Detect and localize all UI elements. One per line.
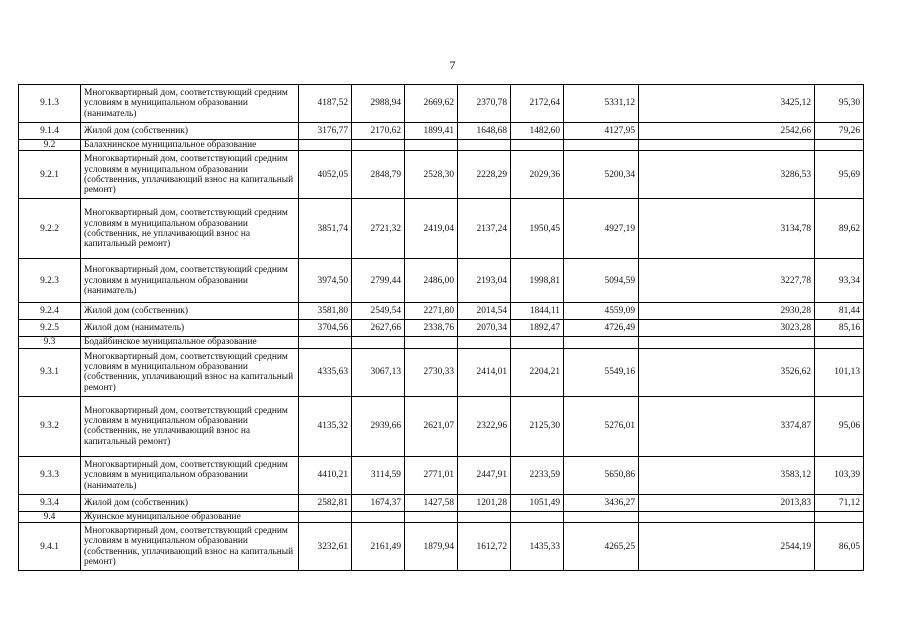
- value-cell: 2338,76: [405, 320, 458, 337]
- value-cell: 3374,87: [639, 396, 815, 456]
- value-cell: 4927,19: [564, 199, 639, 259]
- value-cell: 1482,60: [511, 123, 564, 140]
- table-row: [19, 151, 864, 199]
- value-cell: 2204,21: [511, 348, 564, 396]
- value-cell: 89,62: [815, 199, 864, 259]
- row-index: 9.2.1: [19, 151, 81, 199]
- value-cell: 3974,50: [299, 259, 352, 303]
- row-index: 9.2.2: [19, 199, 81, 259]
- value-cell: 86,05: [815, 523, 864, 571]
- row-index: 9.3.4: [19, 494, 81, 511]
- value-cell: 2125,30: [511, 396, 564, 456]
- row-description: Многоквартирный дом, соответствующий средним условиям в муниципальном образовании (собственник, не уплачивающий взнос на капитальный ремонт): [81, 199, 299, 259]
- table-row: [19, 123, 864, 140]
- value-cell: 2582,81: [299, 494, 352, 511]
- empty-cell: [564, 140, 639, 151]
- value-cell: 1950,45: [511, 199, 564, 259]
- row-description: Многоквартирный дом, соответствующий средним условиям в муниципальном образовании (наниматель): [81, 259, 299, 303]
- section-title: Балахнинское муниципальное образование: [81, 140, 299, 151]
- value-cell: 4335,63: [299, 348, 352, 396]
- page-number: 7: [449, 58, 456, 72]
- value-cell: 5276,01: [564, 396, 639, 456]
- value-cell: 79,26: [815, 123, 864, 140]
- value-cell: 4135,32: [299, 396, 352, 456]
- empty-cell: [639, 140, 815, 151]
- row-index: 9.3.1: [19, 348, 81, 396]
- row-description: Жилой дом (собственник): [81, 303, 299, 320]
- value-cell: 3227,78: [639, 259, 815, 303]
- value-cell: 2799,44: [352, 259, 405, 303]
- value-cell: 2172,64: [511, 85, 564, 123]
- value-cell: 2370,78: [458, 85, 511, 123]
- value-cell: 5549,16: [564, 348, 639, 396]
- value-cell: 1899,41: [405, 123, 458, 140]
- value-cell: 3425,12: [639, 85, 815, 123]
- empty-cell: [564, 511, 639, 522]
- value-cell: 3176,77: [299, 123, 352, 140]
- empty-cell: [815, 140, 864, 151]
- empty-cell: [564, 337, 639, 348]
- value-cell: 4265,25: [564, 523, 639, 571]
- value-cell: 1844,11: [511, 303, 564, 320]
- empty-cell: [511, 140, 564, 151]
- value-cell: 95,69: [815, 151, 864, 199]
- row-description: Многоквартирный дом, соответствующий средним условиям в муниципальном образовании (собственник, уплачивающий взнос на капитальный ремонт): [81, 523, 299, 571]
- value-cell: 2939,66: [352, 396, 405, 456]
- value-cell: 4127,95: [564, 123, 639, 140]
- value-cell: 2137,24: [458, 199, 511, 259]
- empty-cell: [639, 337, 815, 348]
- empty-cell: [352, 511, 405, 522]
- value-cell: 2544,19: [639, 523, 815, 571]
- value-cell: 1612,72: [458, 523, 511, 571]
- row-index: 9.3: [19, 337, 81, 348]
- value-cell: 1648,68: [458, 123, 511, 140]
- table-row: [19, 456, 864, 494]
- value-cell: 1201,28: [458, 494, 511, 511]
- table-row: [19, 348, 864, 396]
- value-cell: 1051,49: [511, 494, 564, 511]
- value-cell: 2542,66: [639, 123, 815, 140]
- value-cell: 71,12: [815, 494, 864, 511]
- value-cell: 3114,59: [352, 456, 405, 494]
- table-row: [19, 259, 864, 303]
- row-index: 9.4: [19, 511, 81, 522]
- tariff-table: [18, 84, 864, 571]
- value-cell: 2013,83: [639, 494, 815, 511]
- section-title: Бодайбинское муниципальное образование: [81, 337, 299, 348]
- value-cell: 1998,81: [511, 259, 564, 303]
- value-cell: 2193,04: [458, 259, 511, 303]
- row-index: 9.2: [19, 140, 81, 151]
- value-cell: 5094,59: [564, 259, 639, 303]
- empty-cell: [511, 337, 564, 348]
- empty-cell: [352, 140, 405, 151]
- empty-cell: [458, 140, 511, 151]
- value-cell: 2549,54: [352, 303, 405, 320]
- value-cell: 3286,53: [639, 151, 815, 199]
- row-description: Многоквартирный дом, соответствующий средним условиям в муниципальном образовании (наниматель): [81, 85, 299, 123]
- value-cell: 3526,62: [639, 348, 815, 396]
- row-index: 9.4.1: [19, 523, 81, 571]
- value-cell: 4052,05: [299, 151, 352, 199]
- value-cell: 93,34: [815, 259, 864, 303]
- value-cell: 2161,49: [352, 523, 405, 571]
- value-cell: 3436,27: [564, 494, 639, 511]
- value-cell: 2528,30: [405, 151, 458, 199]
- empty-cell: [815, 511, 864, 522]
- table-row: [19, 494, 864, 511]
- row-description: Многоквартирный дом, соответствующий средним условиям в муниципальном образовании (собственник, уплачивающий взнос на капитальный ремонт): [81, 151, 299, 199]
- section-row: [19, 337, 864, 348]
- value-cell: 95,06: [815, 396, 864, 456]
- empty-cell: [299, 511, 352, 522]
- value-cell: 4559,09: [564, 303, 639, 320]
- value-cell: 2988,94: [352, 85, 405, 123]
- empty-cell: [352, 337, 405, 348]
- empty-cell: [458, 337, 511, 348]
- row-description: Жилой дом (наниматель): [81, 320, 299, 337]
- value-cell: 1879,94: [405, 523, 458, 571]
- value-cell: 85,16: [815, 320, 864, 337]
- value-cell: 1427,58: [405, 494, 458, 511]
- section-row: [19, 511, 864, 522]
- value-cell: 5200,34: [564, 151, 639, 199]
- value-cell: 101,13: [815, 348, 864, 396]
- row-index: 9.2.4: [19, 303, 81, 320]
- value-cell: 5331,12: [564, 85, 639, 123]
- section-row: [19, 140, 864, 151]
- table-row: [19, 199, 864, 259]
- value-cell: 4187,52: [299, 85, 352, 123]
- row-description: Многоквартирный дом, соответствующий средним условиям в муниципальном образовании (собственник, не уплачивающий взнос на капитальный ремонт): [81, 396, 299, 456]
- row-description: Жилой дом (собственник): [81, 123, 299, 140]
- row-description: Жилой дом (собственник): [81, 494, 299, 511]
- value-cell: 2721,32: [352, 199, 405, 259]
- value-cell: 2271,80: [405, 303, 458, 320]
- empty-cell: [405, 337, 458, 348]
- table-row: [19, 303, 864, 320]
- value-cell: 2070,34: [458, 320, 511, 337]
- value-cell: 3067,13: [352, 348, 405, 396]
- value-cell: 5650,86: [564, 456, 639, 494]
- table-row: [19, 320, 864, 337]
- value-cell: 3583,12: [639, 456, 815, 494]
- value-cell: 2627,66: [352, 320, 405, 337]
- value-cell: 2233,59: [511, 456, 564, 494]
- value-cell: 103,39: [815, 456, 864, 494]
- value-cell: 2447,91: [458, 456, 511, 494]
- value-cell: 2419,04: [405, 199, 458, 259]
- value-cell: 2621,07: [405, 396, 458, 456]
- value-cell: 3851,74: [299, 199, 352, 259]
- row-index: 9.3.2: [19, 396, 81, 456]
- row-index: 9.1.4: [19, 123, 81, 140]
- value-cell: 3232,61: [299, 523, 352, 571]
- row-description: Многоквартирный дом, соответствующий средним условиям в муниципальном образовании (собственник, уплачивающий взнос на капитальный ремонт): [81, 348, 299, 396]
- value-cell: 4726,49: [564, 320, 639, 337]
- value-cell: 4410,21: [299, 456, 352, 494]
- value-cell: 3704,56: [299, 320, 352, 337]
- value-cell: 1892,47: [511, 320, 564, 337]
- row-index: 9.3.3: [19, 456, 81, 494]
- row-description: Многоквартирный дом, соответствующий средним условиям в муниципальном образовании (наниматель): [81, 456, 299, 494]
- value-cell: 3134,78: [639, 199, 815, 259]
- value-cell: 2771,01: [405, 456, 458, 494]
- row-index: 9.2.3: [19, 259, 81, 303]
- value-cell: 2486,00: [405, 259, 458, 303]
- value-cell: 2170,62: [352, 123, 405, 140]
- row-index: 9.2.5: [19, 320, 81, 337]
- empty-cell: [405, 140, 458, 151]
- empty-cell: [299, 140, 352, 151]
- empty-cell: [405, 511, 458, 522]
- empty-cell: [511, 511, 564, 522]
- value-cell: 2730,33: [405, 348, 458, 396]
- value-cell: 2930,28: [639, 303, 815, 320]
- value-cell: 1674,37: [352, 494, 405, 511]
- table-row: [19, 396, 864, 456]
- empty-cell: [815, 337, 864, 348]
- table-row: [19, 85, 864, 123]
- row-index: 9.1.3: [19, 85, 81, 123]
- value-cell: 2848,79: [352, 151, 405, 199]
- empty-cell: [458, 511, 511, 522]
- section-title: Жуинское муниципальное образование: [81, 511, 299, 522]
- value-cell: 2414,01: [458, 348, 511, 396]
- value-cell: 2322,96: [458, 396, 511, 456]
- value-cell: 95,30: [815, 85, 864, 123]
- value-cell: 3023,28: [639, 320, 815, 337]
- empty-cell: [639, 511, 815, 522]
- value-cell: 81,44: [815, 303, 864, 320]
- value-cell: 2669,62: [405, 85, 458, 123]
- empty-cell: [299, 337, 352, 348]
- value-cell: 2228,29: [458, 151, 511, 199]
- table-row: [19, 523, 864, 571]
- value-cell: 2029,36: [511, 151, 564, 199]
- value-cell: 3581,80: [299, 303, 352, 320]
- value-cell: 1435,33: [511, 523, 564, 571]
- value-cell: 2014,54: [458, 303, 511, 320]
